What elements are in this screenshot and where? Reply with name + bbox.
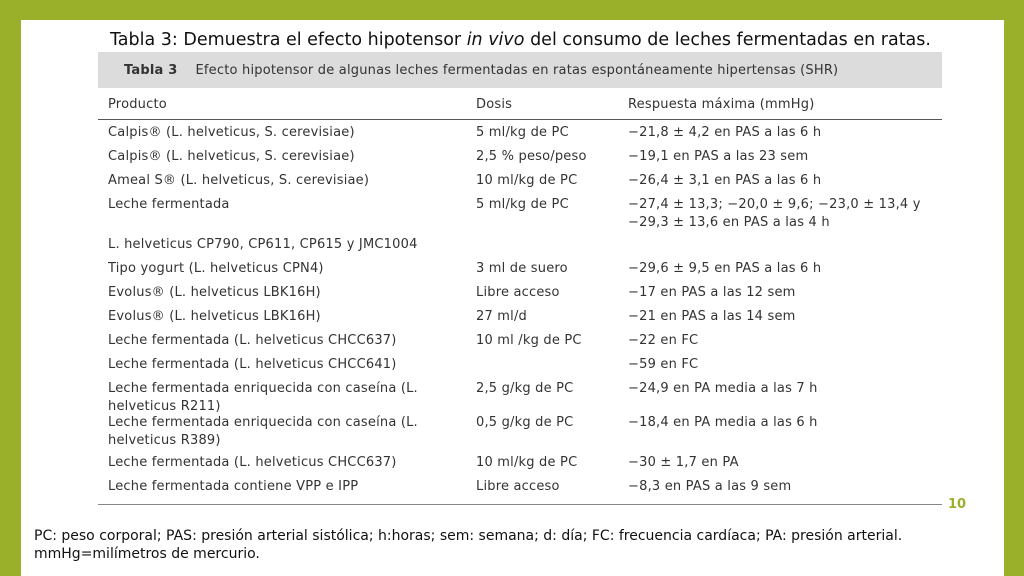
- cell-dosis: 2,5 g/kg de PC: [476, 381, 574, 396]
- table-row: [98, 172, 942, 196]
- table-row: [98, 196, 942, 236]
- cell-respuesta: −27,4 ± 13,3; −20,0 ± 9,6; −23,0 ± 13,4 y −29,3 ± 13,6 en PAS a las 4 h: [628, 197, 921, 230]
- cell-dosis: 2,5 % peso/peso: [476, 149, 587, 164]
- cell-dosis: Libre acceso: [476, 479, 560, 494]
- cell-producto: Evolus® (L. helveticus LBK16H): [108, 285, 321, 300]
- title-italic: in vivo: [466, 30, 525, 50]
- cell-dosis: 10 ml/kg de PC: [476, 455, 578, 470]
- cell-dosis: 0,5 g/kg de PC: [476, 415, 574, 430]
- title-text-end: del consumo de leches fermentadas en ratas.: [524, 30, 931, 50]
- table-caption: [98, 52, 942, 88]
- cell-producto: L. helveticus CP790, CP611, CP615 y JMC1004: [108, 237, 418, 252]
- table-row: [98, 308, 942, 332]
- table-row: [98, 454, 942, 478]
- cell-respuesta: −24,9 en PA media a las 7 h: [628, 381, 818, 396]
- cell-producto: Leche fermentada enriquecida con caseína (L. helveticus R389): [108, 415, 418, 448]
- cell-producto: Calpis® (L. helveticus, S. cerevisiae): [108, 125, 355, 140]
- cell-dosis: 3 ml de suero: [476, 261, 568, 276]
- table-row: [98, 284, 942, 308]
- page-number: 10: [948, 497, 967, 512]
- data-table: [98, 52, 942, 505]
- cell-producto: Leche fermentada (L. helveticus CHCC637): [108, 333, 397, 348]
- cell-respuesta: −22 en FC: [628, 333, 699, 348]
- cell-dosis: Libre acceso: [476, 285, 560, 300]
- table-bottom-rule: [98, 504, 942, 505]
- table-body: [98, 120, 942, 502]
- cell-producto: Calpis® (L. helveticus, S. cerevisiae): [108, 149, 355, 164]
- cell-producto: Tipo yogurt (L. helveticus CPN4): [108, 261, 324, 276]
- title-text: Tabla 3: Demuestra el efecto hipotensor: [110, 30, 467, 50]
- slide-title: [110, 30, 990, 50]
- cell-respuesta: −59 en FC: [628, 357, 699, 372]
- table-row: [98, 236, 942, 260]
- cell-dosis: 5 ml/kg de PC: [476, 197, 569, 212]
- table-row: [98, 414, 942, 454]
- cell-respuesta: −26,4 ± 3,1 en PAS a las 6 h: [628, 173, 822, 188]
- table-header: [98, 90, 942, 120]
- cell-producto: Leche fermentada (L. helveticus CHCC641): [108, 357, 397, 372]
- cell-respuesta: −30 ± 1,7 en PA: [628, 455, 739, 470]
- table-row: [98, 478, 942, 502]
- cell-producto: Leche fermentada: [108, 197, 230, 212]
- cell-producto: Ameal S® (L. helveticus, S. cerevisiae): [108, 173, 370, 188]
- cell-dosis: 5 ml/kg de PC: [476, 125, 569, 140]
- cell-dosis: 10 ml /kg de PC: [476, 333, 582, 348]
- cell-respuesta: −21,8 ± 4,2 en PAS a las 6 h: [628, 125, 822, 140]
- cell-respuesta: −18,4 en PA media a las 6 h: [628, 415, 818, 430]
- table-row: [98, 124, 942, 148]
- cell-producto: Leche fermentada enriquecida con caseína (L. helveticus R211): [108, 381, 418, 414]
- header-dosis: Dosis: [476, 97, 513, 112]
- header-producto: Producto: [108, 97, 167, 112]
- table-row: [98, 332, 942, 356]
- header-respuesta: Respuesta máxima (mmHg): [628, 97, 815, 112]
- cell-producto: Evolus® (L. helveticus LBK16H): [108, 309, 321, 324]
- cell-respuesta: −21 en PAS a las 14 sem: [628, 309, 796, 324]
- cell-respuesta: −29,6 ± 9,5 en PAS a las 6 h: [628, 261, 822, 276]
- cell-respuesta: −8,3 en PAS a las 9 sem: [628, 479, 792, 494]
- table-row: [98, 380, 942, 414]
- cell-respuesta: −17 en PAS a las 12 sem: [628, 285, 796, 300]
- cell-respuesta: −19,1 en PAS a las 23 sem: [628, 149, 809, 164]
- cell-producto: Leche fermentada (L. helveticus CHCC637): [108, 455, 397, 470]
- table-row: [98, 356, 942, 380]
- cell-producto: Leche fermentada contiene VPP e IPP: [108, 479, 359, 494]
- footnote: PC: peso corporal; PAS: presión arterial sistólica; h:horas; sem: semana; d: día; FC: frecuencia cardíaca; PA: presión arterial. mmHg=milímetros de mercurio.: [34, 528, 903, 562]
- table-row: [98, 148, 942, 172]
- table-caption-text: Efecto hipotensor de algunas leches fermentadas en ratas espontáneamente hipertensas (SHR): [195, 62, 839, 78]
- cell-dosis: 10 ml/kg de PC: [476, 173, 578, 188]
- table-row: [98, 260, 942, 284]
- cell-dosis: 27 ml/d: [476, 309, 527, 324]
- table-label: Tabla 3: [124, 62, 178, 78]
